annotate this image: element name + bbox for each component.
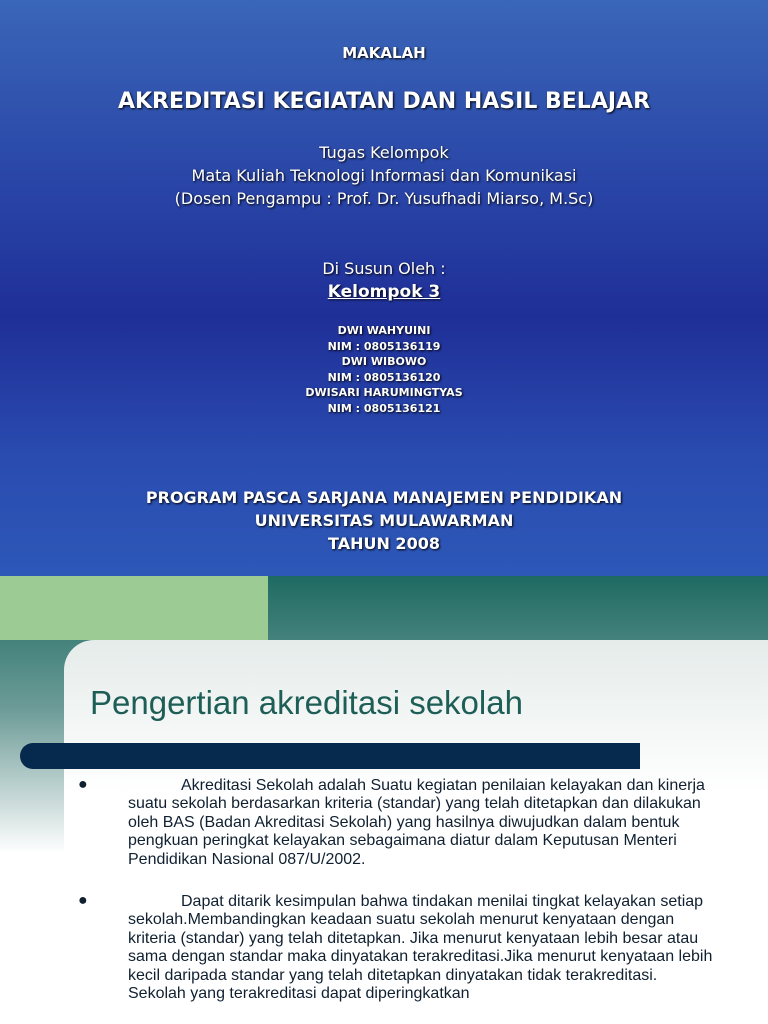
year: TAHUN 2008 — [328, 534, 440, 553]
member-nim: NIM : 0805136119 — [327, 339, 441, 353]
heading-bar — [20, 743, 640, 769]
bullet-1: ● Akreditasi Sekolah adalah Suatu kegiatan penilaian kelayakan dan kinerja suatu sekolah berdasarkan kriteria (standar) yang telah ditetapkan dan dilakukan oleh BAS (Badan Akreditasi Sekolah) yang hasilnya diwujudkan dalam bentuk pengkuan peringkat kelayakan sebagaimana diatur dalam Keputusan Menteri Pendidikan Nasional 087/U/2002. — [78, 776, 718, 869]
member-nim: NIM : 0805136121 — [327, 401, 441, 415]
member-name: DWI WAHYUINI — [337, 324, 431, 337]
title: AKREDITASI KEGIATAN DAN HASIL BELAJAR — [117, 89, 651, 114]
subtitle-2: Mata Kuliah Teknologi Informasi dan Komunikasi — [191, 166, 577, 185]
program: PROGRAM PASCA SARJANA MANAJEMEN PENDIDIKAN — [145, 488, 623, 507]
subtitle-1: Tugas Kelompok — [319, 143, 449, 162]
bullet-2: ● Dapat ditarik kesimpulan bahwa tindakan menilai tingkat kelayakan setiap sekolah.Membandingkan keadaan suatu sekolah menurut kenyataan dengan kriteria (standar) yang telah ditetapkan. Jika menurut kenyataan lebih besar atau sama dengan standar maka dinyatakan terakreditasi.Jika menurut kenyataan lebih kecil daripada standar yang telah ditetapkan dinyatakan tidak terakreditasi. Sekolah yang terakreditasi dapat diperingkatkan — [78, 892, 718, 1004]
content-slide — [0, 576, 768, 1024]
subtitle-3: (Dosen Pengampu : Prof. Dr. Yusufhadi Miarso, M.Sc) — [174, 189, 594, 208]
kelompok-label: Kelompok 3 — [327, 282, 441, 302]
makalah-label: MAKALAH — [342, 44, 426, 62]
member-name: DWI WIBOWO — [341, 355, 427, 368]
slide-heading: Pengertian akreditasi sekolah — [90, 684, 523, 721]
member-nim: NIM : 0805136120 — [327, 370, 441, 384]
bullet-1-text: Akreditasi Sekolah adalah Suatu kegiatan penilaian kelayakan dan kinerja suatu sekolah berdasarkan kriteria (standar) yang telah ditetapkan dan dilakukan oleh BAS (Badan Akreditasi Sekolah) yang hasilnya diwujudkan dalam bentuk pengkuan peringkat kelayakan sebagaimana diatur dalam Keputusan Menteri Pendidikan Nasional 087/U/2002. — [128, 776, 705, 868]
footer — [0, 486, 768, 555]
bullet-2-text: Dapat ditarik kesimpulan bahwa tindakan menilai tingkat kelayakan setiap sekolah.Membandingkan keadaan suatu sekolah menurut kenyataan dengan kriteria (standar) yang telah ditetapkan. Jika menurut kenyataan lebih besar atau sama dengan standar maka dinyatakan terakreditasi.Jika menurut kenyataan lebih kecil daripada standar yang telah ditetapkan dinyatakan tidak terakreditasi. Sekolah yang terakreditasi dapat diperingkatkan — [128, 892, 713, 1002]
university: UNIVERSITAS MULAWARMAN — [254, 511, 514, 530]
susun-label: Di Susun Oleh : — [322, 259, 446, 278]
member-name: DWISARI HARUMINGTYAS — [305, 386, 463, 399]
green-block — [0, 576, 268, 640]
members — [0, 323, 768, 416]
